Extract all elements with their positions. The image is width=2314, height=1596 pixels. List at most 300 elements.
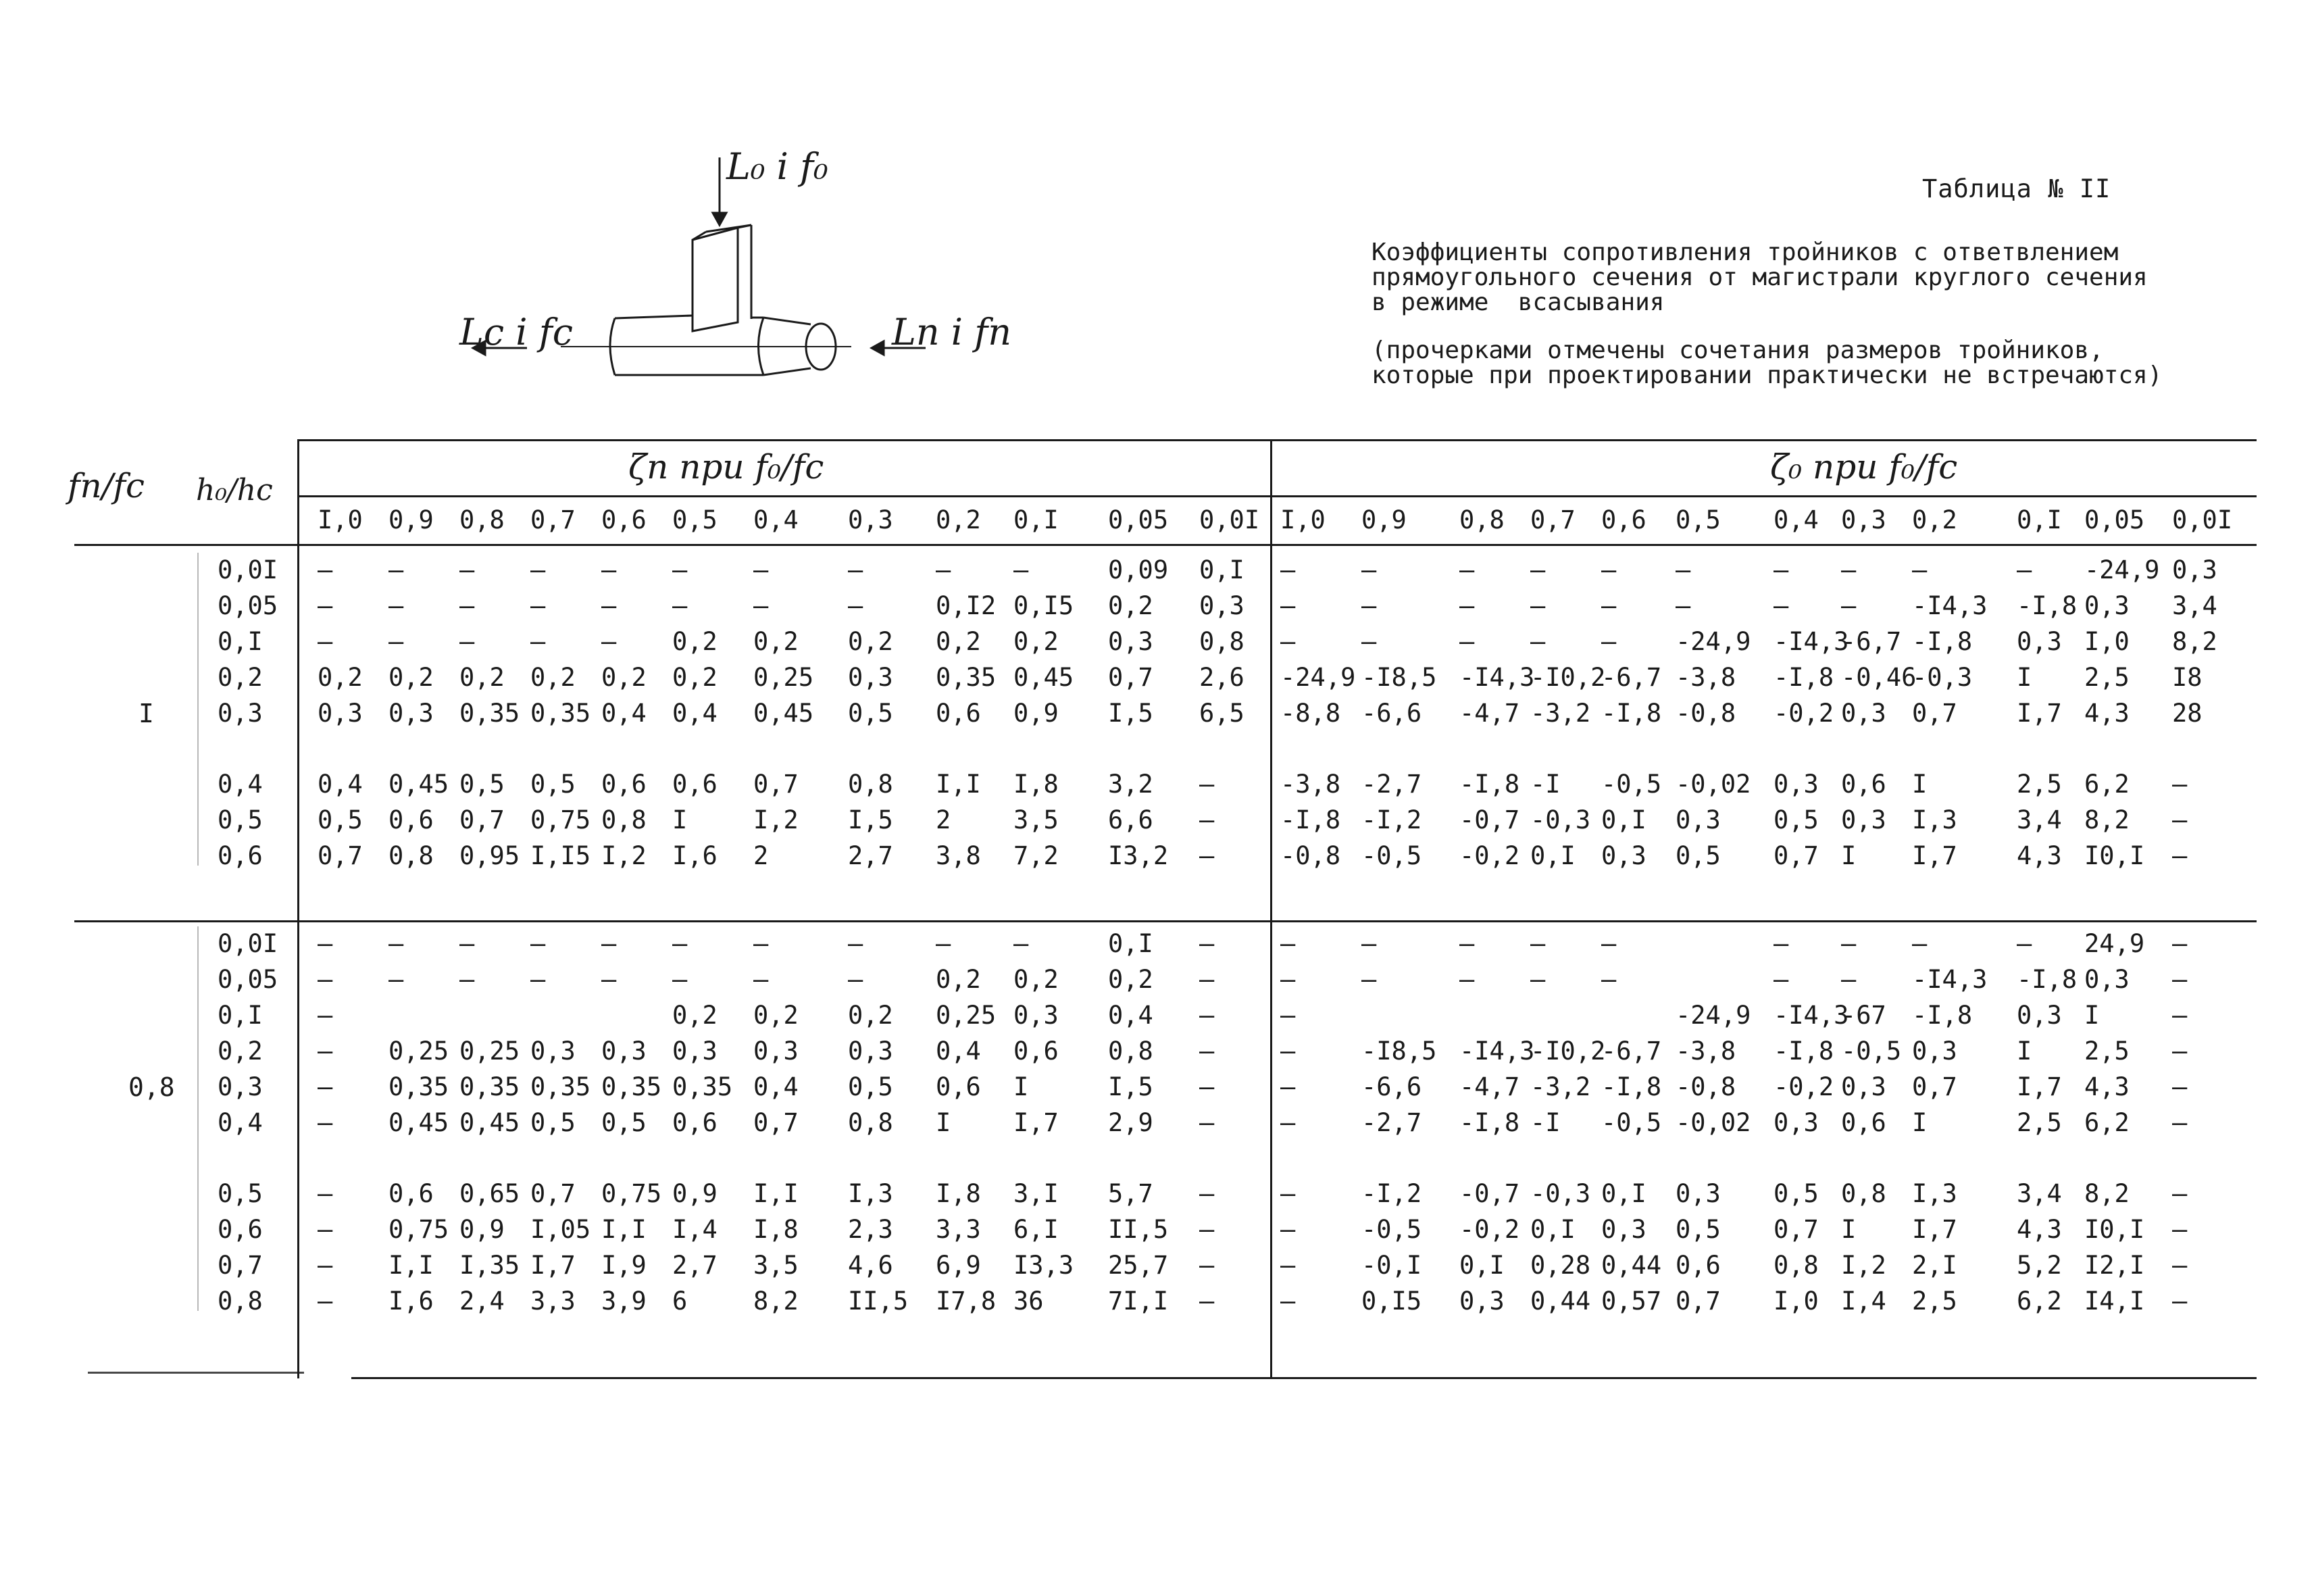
table-cell: -0,2 xyxy=(1774,1072,1834,1101)
table-cell: – xyxy=(318,1001,333,1030)
table-cell: -0,3 xyxy=(1530,1179,1591,1208)
table-cell: -I0,2 xyxy=(1530,663,1606,692)
h0-hc-value: 0,05 xyxy=(218,965,278,994)
table-cell: – xyxy=(1361,591,1377,620)
table-cell: – xyxy=(1280,1287,1296,1316)
table-cell: I,7 xyxy=(2017,1072,2062,1101)
table-cell: – xyxy=(1676,591,1691,620)
h0-hc-value: 0,2 xyxy=(218,1037,263,1066)
table-cell: -3,8 xyxy=(1280,770,1341,799)
col-header-h0-hc: h₀/hc xyxy=(196,473,273,507)
group-bracket-line xyxy=(197,553,199,866)
table-cell: -0,8 xyxy=(1676,699,1736,728)
table-cell: -I,8 xyxy=(1280,805,1341,834)
table-cell: I,7 xyxy=(1912,1215,1957,1244)
table-cell: – xyxy=(530,965,546,994)
table-cell: I4,I xyxy=(2084,1287,2145,1316)
table-cell: – xyxy=(2017,929,2032,958)
table-cell: 0,45 xyxy=(388,1108,449,1137)
table-cell: 3,8 xyxy=(936,841,981,870)
table-cell: – xyxy=(1199,1215,1215,1244)
table-cell: 0,2 xyxy=(1108,591,1153,620)
table-cell: 2,7 xyxy=(848,841,893,870)
ratio-header-cell: I,0 xyxy=(1280,505,1326,534)
table-cell: – xyxy=(530,591,546,620)
h0-hc-value: 0,0I xyxy=(218,929,278,958)
table-cell: -I,8 xyxy=(1912,1001,1973,1030)
diagram-label-left: Lc i fc xyxy=(459,311,573,353)
table-cell: 0,8 xyxy=(848,1108,893,1137)
table-cell: 0,45 xyxy=(459,1108,520,1137)
table-cell: – xyxy=(753,929,769,958)
table-cell: – xyxy=(1199,1251,1215,1280)
table-cell: 0,5 xyxy=(1676,841,1721,870)
table-cell: -I8,5 xyxy=(1361,663,1437,692)
table-cell: 0,44 xyxy=(1601,1251,1662,1280)
table-cell: I xyxy=(1841,1215,1857,1244)
table-cell: – xyxy=(318,1037,333,1066)
table-cell: 0,5 xyxy=(530,1108,576,1137)
table-cell: – xyxy=(318,1108,333,1137)
table-cell: 0,35 xyxy=(388,1072,449,1101)
table-cell: -24,9 xyxy=(1280,663,1356,692)
table-cell: 0,2 xyxy=(530,663,576,692)
table-cell: -I,8 xyxy=(1459,1108,1520,1137)
table-cell: I2,I xyxy=(2084,1251,2145,1280)
table-cell: 0,25 xyxy=(936,1001,997,1030)
table-cell: -0,8 xyxy=(1676,1072,1736,1101)
table-cell: -I4,3 xyxy=(1912,965,1988,994)
table-cell: – xyxy=(388,591,404,620)
ratio-header-cell: 0,0I xyxy=(1199,505,1260,534)
table-cell: – xyxy=(2172,929,2188,958)
table-cell: – xyxy=(1199,1179,1215,1208)
table-cell: – xyxy=(601,965,617,994)
table-cell: – xyxy=(1199,965,1215,994)
table-cell: – xyxy=(848,965,863,994)
table-cell: – xyxy=(1280,555,1296,584)
table-cell: 3,4 xyxy=(2017,805,2062,834)
ratio-header-cell: 0,I xyxy=(1013,505,1059,534)
table-cell: – xyxy=(1013,929,1029,958)
table-cell: I,7 xyxy=(1912,841,1957,870)
table-cell: – xyxy=(1361,555,1377,584)
table-cell: 0,75 xyxy=(601,1179,662,1208)
table-cell: 7I,I xyxy=(1108,1287,1169,1316)
table-cell: – xyxy=(2172,1251,2188,1280)
ratio-header-cell: 0,3 xyxy=(848,505,893,534)
table-cell: 0,25 xyxy=(459,1037,520,1066)
table-cell: – xyxy=(459,591,475,620)
table-cell: 0,3 xyxy=(1841,699,1886,728)
table-cell: 0,9 xyxy=(1013,699,1059,728)
table-cell: 0,2 xyxy=(459,663,505,692)
table-cell: 5,2 xyxy=(2017,1251,2062,1280)
table-cell: – xyxy=(2172,1215,2188,1244)
table-cell: -I4,3 xyxy=(1774,627,1849,656)
table-cell: – xyxy=(2172,1108,2188,1137)
table-cell: – xyxy=(388,555,404,584)
table-cell: – xyxy=(530,929,546,958)
table-cell: -67 xyxy=(1841,1001,1886,1030)
table-cell: – xyxy=(2172,1287,2188,1316)
table-cell: -3,2 xyxy=(1530,1072,1591,1101)
table-cell: I,3 xyxy=(1912,1179,1957,1208)
table-cell: I,2 xyxy=(1841,1251,1886,1280)
table-cell: 2,5 xyxy=(2084,663,2130,692)
table-cell: 0,4 xyxy=(753,1072,799,1101)
table-cell: -3,2 xyxy=(1530,699,1591,728)
table-cell: -I,8 xyxy=(1774,663,1834,692)
table-cell: 0,75 xyxy=(530,805,591,834)
table-cell: – xyxy=(936,929,951,958)
table-cell: -0,2 xyxy=(1459,1215,1520,1244)
table-cell: 0,5 xyxy=(848,699,893,728)
table-cell: 2 xyxy=(936,805,951,834)
table-cell: – xyxy=(1199,1072,1215,1101)
table-cell: 0,4 xyxy=(672,699,718,728)
table-cell: 4,6 xyxy=(848,1251,893,1280)
table-cell: 2 xyxy=(753,841,769,870)
table-cell: 0,3 xyxy=(1199,591,1244,620)
table-cell: 0,45 xyxy=(753,699,814,728)
table-cell: 3,9 xyxy=(601,1287,647,1316)
table-cell: 0,2 xyxy=(1013,965,1059,994)
table-cell: I,5 xyxy=(1108,699,1153,728)
table-cell: 0,3 xyxy=(2172,555,2217,584)
table-cell: 0,35 xyxy=(672,1072,733,1101)
table-cell: – xyxy=(1280,929,1296,958)
table-cell: 0,3 xyxy=(2084,965,2130,994)
table-cell: 0,45 xyxy=(388,770,449,799)
table-cell: I,6 xyxy=(672,841,718,870)
h0-hc-value: 0,2 xyxy=(218,663,263,692)
table-cell: – xyxy=(318,1215,333,1244)
h0-hc-value: 0,8 xyxy=(218,1287,263,1316)
table-cell: – xyxy=(601,555,617,584)
ratio-header-cell: 0,0I xyxy=(2172,505,2233,534)
table-cell: – xyxy=(672,591,688,620)
table-cell: 0,45 xyxy=(1013,663,1074,692)
table-cell: – xyxy=(318,591,333,620)
table-cell: – xyxy=(1361,929,1377,958)
table-cell: – xyxy=(2172,770,2188,799)
table-cell: 0,2 xyxy=(753,627,799,656)
ratio-header-cell: 0,7 xyxy=(1530,505,1576,534)
table-cell: – xyxy=(1912,555,1928,584)
table-cell: 0,4 xyxy=(601,699,647,728)
table-cell: 0,3 xyxy=(601,1037,647,1066)
table-cell: 0,2 xyxy=(601,663,647,692)
table-cell: 0,6 xyxy=(1841,770,1886,799)
table-cell: -2,7 xyxy=(1361,1108,1422,1137)
table-cell: 6,6 xyxy=(1108,805,1153,834)
table-cell: -I4,3 xyxy=(1459,1037,1535,1066)
table-cell: -I4,3 xyxy=(1774,1001,1849,1030)
table-cell: 0,7 xyxy=(753,770,799,799)
table-cell: 0,2 xyxy=(672,1001,718,1030)
table-cell: – xyxy=(1774,591,1789,620)
table-caption xyxy=(1372,240,2148,315)
table-cell: -I4,3 xyxy=(1459,663,1535,692)
h0-hc-value: 0,0I xyxy=(218,555,278,584)
table-cell: 0,I xyxy=(1530,841,1576,870)
table-cell: – xyxy=(1280,965,1296,994)
table-cell: 0,3 xyxy=(530,1037,576,1066)
table-cell: – xyxy=(1459,555,1475,584)
table-cell: – xyxy=(848,929,863,958)
table-cell: 0,2 xyxy=(936,965,981,994)
table-cell: I xyxy=(936,1108,951,1137)
table-cell: – xyxy=(318,965,333,994)
table-cell: 0,2 xyxy=(672,627,718,656)
table-cell: -24,9 xyxy=(2084,555,2160,584)
table-bottom-rule xyxy=(351,1377,2257,1379)
table-cell: 0,I2 xyxy=(936,591,997,620)
center-divider xyxy=(1270,439,1272,1378)
table-cell: – xyxy=(1530,555,1546,584)
table-cell: 2,5 xyxy=(1912,1287,1957,1316)
table-cell: 0,2 xyxy=(318,663,363,692)
table-cell: 0,7 xyxy=(530,1179,576,1208)
table-cell: – xyxy=(1601,627,1617,656)
ratio-header-cell: 0,4 xyxy=(1774,505,1819,534)
table-cell: 0,6 xyxy=(388,805,434,834)
table-cell: -4,7 xyxy=(1459,699,1520,728)
table-cell: -I,8 xyxy=(2017,965,2078,994)
h0-hc-value: 0,I xyxy=(218,627,263,656)
table-cell: 0,3 xyxy=(1774,1108,1819,1137)
table-cell: I,5 xyxy=(848,805,893,834)
table-cell: 36 xyxy=(1013,1287,1044,1316)
table-cell: 0,7 xyxy=(318,841,363,870)
table-cell: 2,5 xyxy=(2017,770,2062,799)
table-cell: 0,6 xyxy=(388,1179,434,1208)
table-cell: 6,5 xyxy=(1199,699,1244,728)
group-header-zeta-n: ζп при f₀/fc xyxy=(628,447,824,487)
table-cell: -0,7 xyxy=(1459,1179,1520,1208)
table-cell: 0,75 xyxy=(388,1215,449,1244)
table-cell: 2,6 xyxy=(1199,663,1244,692)
table-cell: – xyxy=(2172,805,2188,834)
note-line: которые при проектировании практически не встречаются) xyxy=(1372,361,2163,389)
table-cell: I8 xyxy=(2172,663,2203,692)
table-cell: 0,09 xyxy=(1108,555,1169,584)
table-cell: -24,9 xyxy=(1676,627,1751,656)
table-cell: – xyxy=(1280,627,1296,656)
table-cell: 0,3 xyxy=(1676,1179,1721,1208)
col-header-fn-fc: fп/fc xyxy=(68,466,145,505)
table-cell: – xyxy=(1013,555,1029,584)
table-cell: I,4 xyxy=(672,1215,718,1244)
table-cell: 6 xyxy=(672,1287,688,1316)
table-cell: 0,I5 xyxy=(1361,1287,1422,1316)
table-cell: -4,7 xyxy=(1459,1072,1520,1101)
table-cell: I7,8 xyxy=(936,1287,997,1316)
table-cell: I xyxy=(1841,841,1857,870)
table-cell: – xyxy=(1912,929,1928,958)
table-cell: 0,8 xyxy=(388,841,434,870)
table-cell: 3,2 xyxy=(1108,770,1153,799)
table-cell: 0,3 xyxy=(1459,1287,1505,1316)
table-cell: – xyxy=(672,929,688,958)
table-cell: 2,3 xyxy=(848,1215,893,1244)
table-cell: I,2 xyxy=(753,805,799,834)
table-cell: I,I5 xyxy=(530,841,591,870)
table-cell: -0,8 xyxy=(1280,841,1341,870)
table-cell: 0,35 xyxy=(459,699,520,728)
table-cell: 0,8 xyxy=(601,805,647,834)
table-cell: I,7 xyxy=(1013,1108,1059,1137)
table-cell: – xyxy=(1530,627,1546,656)
table-cell: 0,5 xyxy=(601,1108,647,1137)
table-cell: 4,3 xyxy=(2084,699,2130,728)
table-cell: 4,3 xyxy=(2084,1072,2130,1101)
table-cell: 0,8 xyxy=(1841,1179,1886,1208)
h0-hc-value: 0,05 xyxy=(218,591,278,620)
table-cell: 3,3 xyxy=(530,1287,576,1316)
fn-fc-group-label: I xyxy=(139,699,154,728)
ratio-header-cell: 0,5 xyxy=(1676,505,1721,534)
table-cell: – xyxy=(459,555,475,584)
table-cell: – xyxy=(1280,1179,1296,1208)
table-cell: – xyxy=(1361,627,1377,656)
table-cell: 0,35 xyxy=(530,1072,591,1101)
table-cell: 0,I xyxy=(1199,555,1244,584)
table-cell: – xyxy=(601,627,617,656)
table-cell: I,6 xyxy=(388,1287,434,1316)
table-cell: I,35 xyxy=(459,1251,520,1280)
table-cell: -I,8 xyxy=(2017,591,2078,620)
ratio-header-cell: 0,6 xyxy=(601,505,647,534)
table-cell: -0,5 xyxy=(1601,770,1662,799)
table-cell: 0,5 xyxy=(530,770,576,799)
table-cell: 0,4 xyxy=(936,1037,981,1066)
table-cell: 0,3 xyxy=(1108,627,1153,656)
ratio-header-cell: 0,9 xyxy=(1361,505,1407,534)
table-cell: 0,8 xyxy=(848,770,893,799)
table-top-rule xyxy=(297,439,2257,441)
table-cell: – xyxy=(459,929,475,958)
table-cell: 0,3 xyxy=(672,1037,718,1066)
h0-hc-value: 0,I xyxy=(218,1001,263,1030)
table-cell: 0,8 xyxy=(1774,1251,1819,1280)
table-cell: 0,35 xyxy=(459,1072,520,1101)
h0-hc-value: 0,7 xyxy=(218,1251,263,1280)
table-cell: -6,6 xyxy=(1361,1072,1422,1101)
block-separator-rule xyxy=(74,920,2257,922)
table-cell: 8,2 xyxy=(2084,1179,2130,1208)
table-cell: I,2 xyxy=(601,841,647,870)
table-cell: – xyxy=(318,1287,333,1316)
table-cell: -0,3 xyxy=(1912,663,1973,692)
table-cell: 0,65 xyxy=(459,1179,520,1208)
table-cell: -0,02 xyxy=(1676,770,1751,799)
h0-hc-value: 0,5 xyxy=(218,1179,263,1208)
table-cell: – xyxy=(1530,929,1546,958)
table-cell: 2,5 xyxy=(2084,1037,2130,1066)
table-cell: 28 xyxy=(2172,699,2203,728)
table-cell: 0,I xyxy=(1601,1179,1646,1208)
ratio-header-cell: 0,8 xyxy=(1459,505,1505,534)
table-cell: 0,I xyxy=(1601,805,1646,834)
table-cell: -I,2 xyxy=(1361,805,1422,834)
caption-line: в режиме всасывания xyxy=(1372,289,1665,316)
table-cell: – xyxy=(1530,965,1546,994)
table-cell: – xyxy=(318,555,333,584)
table-cell: 3,3 xyxy=(936,1215,981,1244)
table-cell: I0,I xyxy=(2084,1215,2145,1244)
ratio-row-rule xyxy=(297,495,2257,497)
h0-hc-value: 0,3 xyxy=(218,1072,263,1101)
table-cell: – xyxy=(2172,965,2188,994)
table-note xyxy=(1372,338,2162,388)
h0-hc-value: 0,6 xyxy=(218,841,263,870)
table-cell: – xyxy=(672,965,688,994)
table-cell: – xyxy=(1199,1037,1215,1066)
ratio-header-cell: 0,7 xyxy=(530,505,576,534)
table-cell: 25,7 xyxy=(1108,1251,1169,1280)
table-cell: -I8,5 xyxy=(1361,1037,1437,1066)
table-cell: – xyxy=(459,965,475,994)
table-cell: – xyxy=(318,627,333,656)
table-cell: 0,28 xyxy=(1530,1251,1591,1280)
table-cell: 0,7 xyxy=(1912,1072,1957,1101)
table-cell: 0,7 xyxy=(459,805,505,834)
table-cell: 0,2 xyxy=(848,627,893,656)
table-cell: 0,2 xyxy=(753,1001,799,1030)
table-cell: – xyxy=(1280,1072,1296,1101)
table-cell: – xyxy=(1774,555,1789,584)
table-cell: 0,6 xyxy=(1013,1037,1059,1066)
ratio-header-cell: I,0 xyxy=(318,505,363,534)
table-cell: – xyxy=(1841,591,1857,620)
table-cell: – xyxy=(1841,929,1857,958)
table-cell: – xyxy=(1601,555,1617,584)
table-number: Таблица № II xyxy=(1922,174,2111,203)
ratio-header-cell: 0,6 xyxy=(1601,505,1646,534)
ratio-header-cell: 0,4 xyxy=(753,505,799,534)
header-bottom-rule xyxy=(74,544,2257,546)
h0-hc-value: 0,3 xyxy=(218,699,263,728)
table-cell: I,7 xyxy=(530,1251,576,1280)
table-cell: – xyxy=(1199,805,1215,834)
table-cell: I xyxy=(2017,663,2032,692)
table-cell: – xyxy=(318,1251,333,1280)
table-cell: – xyxy=(1601,965,1617,994)
table-cell: 0,6 xyxy=(672,1108,718,1137)
table-cell: – xyxy=(388,929,404,958)
table-cell: – xyxy=(601,929,617,958)
table-cell: 0,6 xyxy=(672,770,718,799)
table-cell: – xyxy=(1459,627,1475,656)
table-cell: I,4 xyxy=(1841,1287,1886,1316)
table-cell: – xyxy=(1280,591,1296,620)
table-cell: 0,35 xyxy=(601,1072,662,1101)
table-cell: -I,8 xyxy=(1601,1072,1662,1101)
table-cell: I,5 xyxy=(1108,1072,1153,1101)
table-cell: -6,6 xyxy=(1361,699,1422,728)
table-cell: 0,7 xyxy=(1912,699,1957,728)
table-cell: -3,8 xyxy=(1676,1037,1736,1066)
table-cell: 0,5 xyxy=(318,805,363,834)
table-cell: 3,5 xyxy=(753,1251,799,1280)
table-cell: 6,9 xyxy=(936,1251,981,1280)
table-cell: -I4,3 xyxy=(1912,591,1988,620)
table-cell: 2,5 xyxy=(2017,1108,2062,1137)
table-cell: – xyxy=(753,555,769,584)
table-cell: -0,46 xyxy=(1841,663,1917,692)
